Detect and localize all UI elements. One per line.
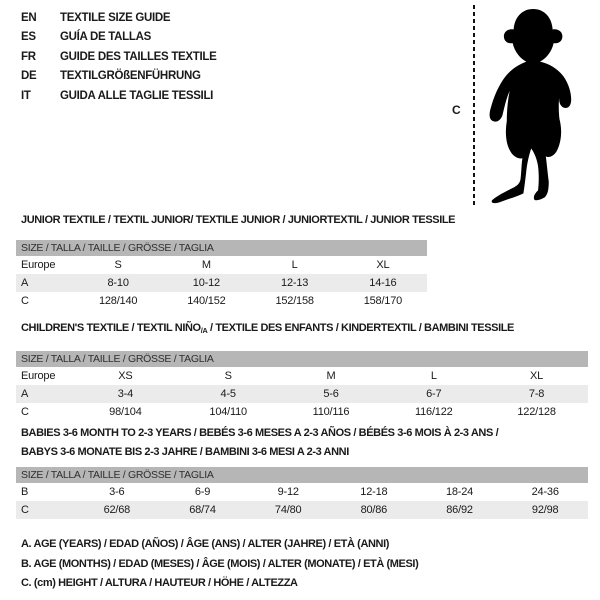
size-cell: 3-4 [117,388,134,400]
row-label: C [21,504,29,516]
language-code: DE [21,70,37,83]
size-cell: 10-12 [192,277,220,289]
size-cell: 9-12 [277,486,299,498]
size-cell: 92/98 [531,504,559,516]
title-text: BABYS 3-6 MONATE BIS 2-3 JAHRE / BAMBINI 3-6 MESI A 2-3 ANNI [21,446,349,458]
size-cell: 158/170 [363,295,403,307]
size-cell: 140/152 [187,295,226,307]
row-label: C [21,406,29,418]
title-text: CHILDREN'S TEXTILE / TEXTIL NIÑO [21,322,201,334]
row-label: A [21,388,29,400]
size-cell: 7-8 [528,388,545,400]
row-label: B [21,486,29,498]
size-cell: 12-13 [281,277,309,289]
size-cell: 62/68 [103,504,131,516]
size-cell: 86/92 [446,504,473,516]
table-row [16,367,588,385]
language-row [21,67,217,86]
footnote-line: A. AGE (YEARS) / EDAD (AÑOS) / ÂGE (ANS) / ALTER (JAHRE) / ETÀ (ANNI) [21,538,389,550]
childrens-textile-table [16,351,588,421]
size-header-bar: SIZE / TALLA / TAILLE / GRÖSSE / TAGLIA [16,240,427,256]
section-title-line [21,443,498,462]
size-cell: 80/86 [360,504,388,516]
size-cell: S [114,259,122,271]
size-cell: L [291,259,298,271]
guide-title: GUIDA ALLE TAGLIE TESSILI [60,89,214,102]
babies-textile-title [21,424,498,462]
language-row [21,87,217,106]
table-row [16,501,588,519]
size-cell: 4-5 [220,388,236,400]
guide-title: GUIDE DES TAILLES TEXTILE [60,50,217,63]
footnote-line: B. AGE (MONTHS) / EDAD (MESES) / ÂGE (MOIS) / ALTER (MONATE) / ETÀ (MESI) [21,557,419,570]
childrens-textile-title [21,319,514,340]
row-label: Europe [21,259,56,271]
language-code: ES [21,31,36,44]
table-row [16,256,427,274]
section-title-line [21,319,514,340]
size-cell: 122/128 [517,406,556,418]
footnote-line: C. (cm) HEIGHT / ALTURA / HAUTEUR / HÖHE / ALTEZZA [21,577,298,589]
language-code: EN [21,12,37,24]
guide-title: GUÍA DE TALLAS [60,31,151,44]
language-code: FR [21,50,36,63]
table-row [16,403,588,421]
junior-textile-table [16,240,427,310]
size-cell: 8-10 [107,277,129,289]
footnotes [21,535,418,594]
table-row [16,483,588,501]
size-cell: 24-36 [531,486,559,498]
title-text: JUNIOR TEXTILE / TEXTIL JUNIOR/ TEXTILE JUNIOR / JUNIORTEXTIL / JUNIOR TESSILE [21,214,456,226]
size-cell: L [430,370,437,382]
size-header-bar: SIZE / TALLA / TAILLE / GRÖSSE / TAGLIA [16,351,588,367]
row-label: C [21,295,29,307]
language-list [21,9,217,106]
height-measure-line [473,5,475,208]
size-cell: 152/158 [275,295,314,307]
section-title-line [21,211,455,230]
babies-textile-table [16,467,588,519]
table-row [16,274,427,292]
height-label: C [452,103,461,117]
size-cell: 128/140 [98,295,138,307]
section-title-line [21,424,498,443]
size-cell: 116/122 [415,406,453,418]
size-cell: S [224,370,232,382]
size-cell: 6-9 [194,486,211,498]
size-cell: 5-6 [323,388,339,400]
junior-textile-title [21,211,455,230]
title-text: / TEXTILE DES ENFANTS / KINDERTEXTIL / BAMBINI TESSILE [207,322,514,334]
size-cell: 6-7 [426,388,442,400]
table-row [16,292,427,310]
size-cell: 74/80 [274,504,302,516]
size-cell: 12-18 [360,486,388,498]
size-cell: 18-24 [445,486,474,498]
size-cell: 3-6 [109,486,125,498]
baby-silhouette-icon [484,7,594,207]
size-cell: 14-16 [369,277,397,289]
row-label: Europe [21,370,56,382]
language-row [21,28,217,47]
title-text: /A [200,326,208,335]
size-cell: 98/104 [109,406,142,418]
size-cell: XS [118,370,133,382]
size-cell: M [201,259,211,271]
language-row [21,48,217,67]
size-header-bar: SIZE / TALLA / TAILLE / GRÖSSE / TAGLIA [16,467,588,483]
size-cell: M [326,370,336,382]
size-cell: 110/116 [312,406,350,418]
size-cell: XL [530,370,544,382]
guide-title: TEXTILGRÖßENFÜHRUNG [60,70,201,83]
table-row [16,385,588,403]
language-row [21,9,217,28]
language-code: IT [21,89,31,102]
size-cell: XL [376,259,390,271]
title-text: BABIES 3-6 MONTH TO 2-3 YEARS / BEBÉS 3-6 MESES A 2-3 AÑOS / BÉBÉS 3-6 MOIS À 2-3 ANS / [21,427,499,439]
size-cell: 68/74 [189,504,216,516]
size-cell: 104/110 [209,406,247,418]
row-label: A [21,277,29,289]
guide-title: TEXTILE SIZE GUIDE [60,12,171,24]
